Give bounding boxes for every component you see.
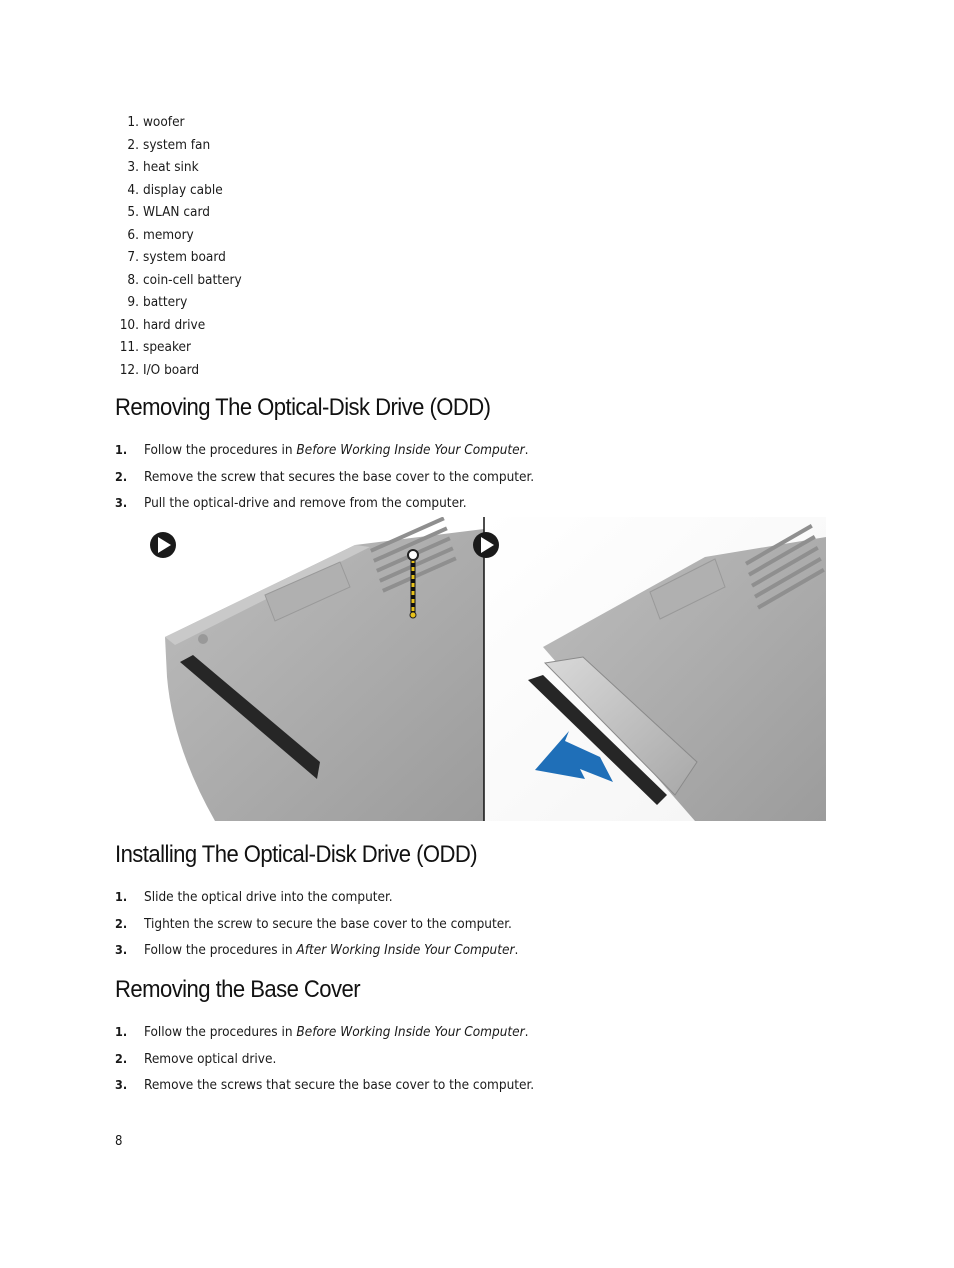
item-label: coin-cell battery: [143, 271, 242, 288]
play-arrow-icon: [473, 532, 499, 558]
step-text: Follow the procedures in After Working Inside Your Computer.: [144, 942, 519, 958]
list-item: [100, 293, 242, 316]
item-number: 5.: [127, 204, 139, 220]
item-number: 6.: [127, 226, 139, 243]
item-label: system fan: [143, 136, 211, 153]
item-label: speaker: [143, 339, 191, 355]
item-number: 12.: [119, 361, 139, 378]
step-text: Remove optical drive.: [144, 1050, 277, 1067]
step-number: 1.: [115, 442, 128, 457]
item-label: memory: [143, 226, 194, 243]
step-item: [115, 1023, 534, 1050]
list-item: [100, 181, 242, 204]
list-item: [100, 248, 242, 271]
step-text: Follow the procedures in Before Working Inside Your Computer.: [144, 1024, 529, 1040]
step-number: 3.: [115, 495, 128, 510]
list-item: [100, 271, 242, 294]
item-label: system board: [143, 249, 226, 265]
section-heading-removing-odd: Removing The Optical-Disk Drive (ODD): [115, 394, 491, 421]
item-label: display cable: [143, 181, 223, 198]
step-item: [115, 1076, 534, 1103]
step-number: 1.: [115, 1024, 128, 1039]
step-item: [115, 1050, 534, 1077]
item-label: woofer: [143, 114, 185, 130]
item-label: WLAN card: [143, 204, 210, 220]
list-item: [100, 338, 242, 361]
step-text: Follow the procedures in Before Working Inside Your Computer.: [144, 442, 529, 458]
list-item: [100, 316, 242, 339]
step-number: 2.: [115, 1050, 128, 1066]
step-text: Remove the screw that secures the base cover to the computer.: [144, 468, 535, 485]
item-label: I/O board: [143, 361, 200, 378]
list-item: [100, 136, 242, 159]
item-number: 4.: [127, 181, 139, 198]
step-item: [115, 468, 534, 495]
list-item: [100, 158, 242, 181]
item-number: 11.: [119, 339, 139, 355]
left-panel-screw: [145, 517, 484, 821]
step-item: [115, 915, 518, 942]
item-number: 7.: [127, 249, 139, 265]
cross-reference: After Working Inside Your Computer: [296, 942, 515, 958]
item-number: 3.: [127, 159, 139, 175]
steps-installing-odd: [115, 888, 518, 968]
step-number: 2.: [115, 915, 128, 931]
item-number: 9.: [127, 294, 139, 310]
item-number: 1.: [127, 114, 139, 130]
steps-removing-base-cover: [115, 1023, 534, 1103]
item-number: 10.: [119, 316, 139, 333]
step-item: [115, 941, 518, 968]
list-item: [100, 203, 242, 226]
page-number: 8: [115, 1134, 123, 1149]
cross-reference: Before Working Inside Your Computer: [296, 1024, 525, 1040]
item-label: hard drive: [143, 316, 206, 333]
odd-removal-illustration: [145, 517, 826, 821]
step-number: 1.: [115, 889, 128, 904]
item-label: battery: [143, 294, 188, 310]
step-text: Remove the screws that secure the base cover to the computer.: [144, 1077, 535, 1093]
item-number: 2.: [127, 136, 139, 153]
right-panel-pull-drive: [473, 517, 826, 821]
item-label: heat sink: [143, 159, 199, 175]
section-heading-removing-base-cover: Removing the Base Cover: [115, 976, 361, 1003]
section-heading-installing-odd: Installing The Optical-Disk Drive (ODD): [115, 841, 478, 868]
list-item: [100, 361, 242, 384]
step-item: [115, 441, 534, 468]
step-text: Tighten the screw to secure the base cover to the computer.: [144, 915, 512, 932]
list-item: [100, 113, 242, 136]
cross-reference: Before Working Inside Your Computer: [296, 442, 525, 458]
step-number: 3.: [115, 942, 128, 957]
parts-list: [100, 113, 242, 383]
list-item: [100, 226, 242, 249]
steps-removing-odd: [115, 441, 534, 521]
step-item: [115, 888, 518, 915]
play-arrow-icon: [150, 532, 176, 558]
item-number: 8.: [127, 271, 139, 288]
step-text: Pull the optical-drive and remove from the computer.: [144, 495, 467, 511]
step-number: 3.: [115, 1077, 128, 1092]
step-number: 2.: [115, 468, 128, 484]
step-text: Slide the optical drive into the computer.: [144, 889, 393, 905]
